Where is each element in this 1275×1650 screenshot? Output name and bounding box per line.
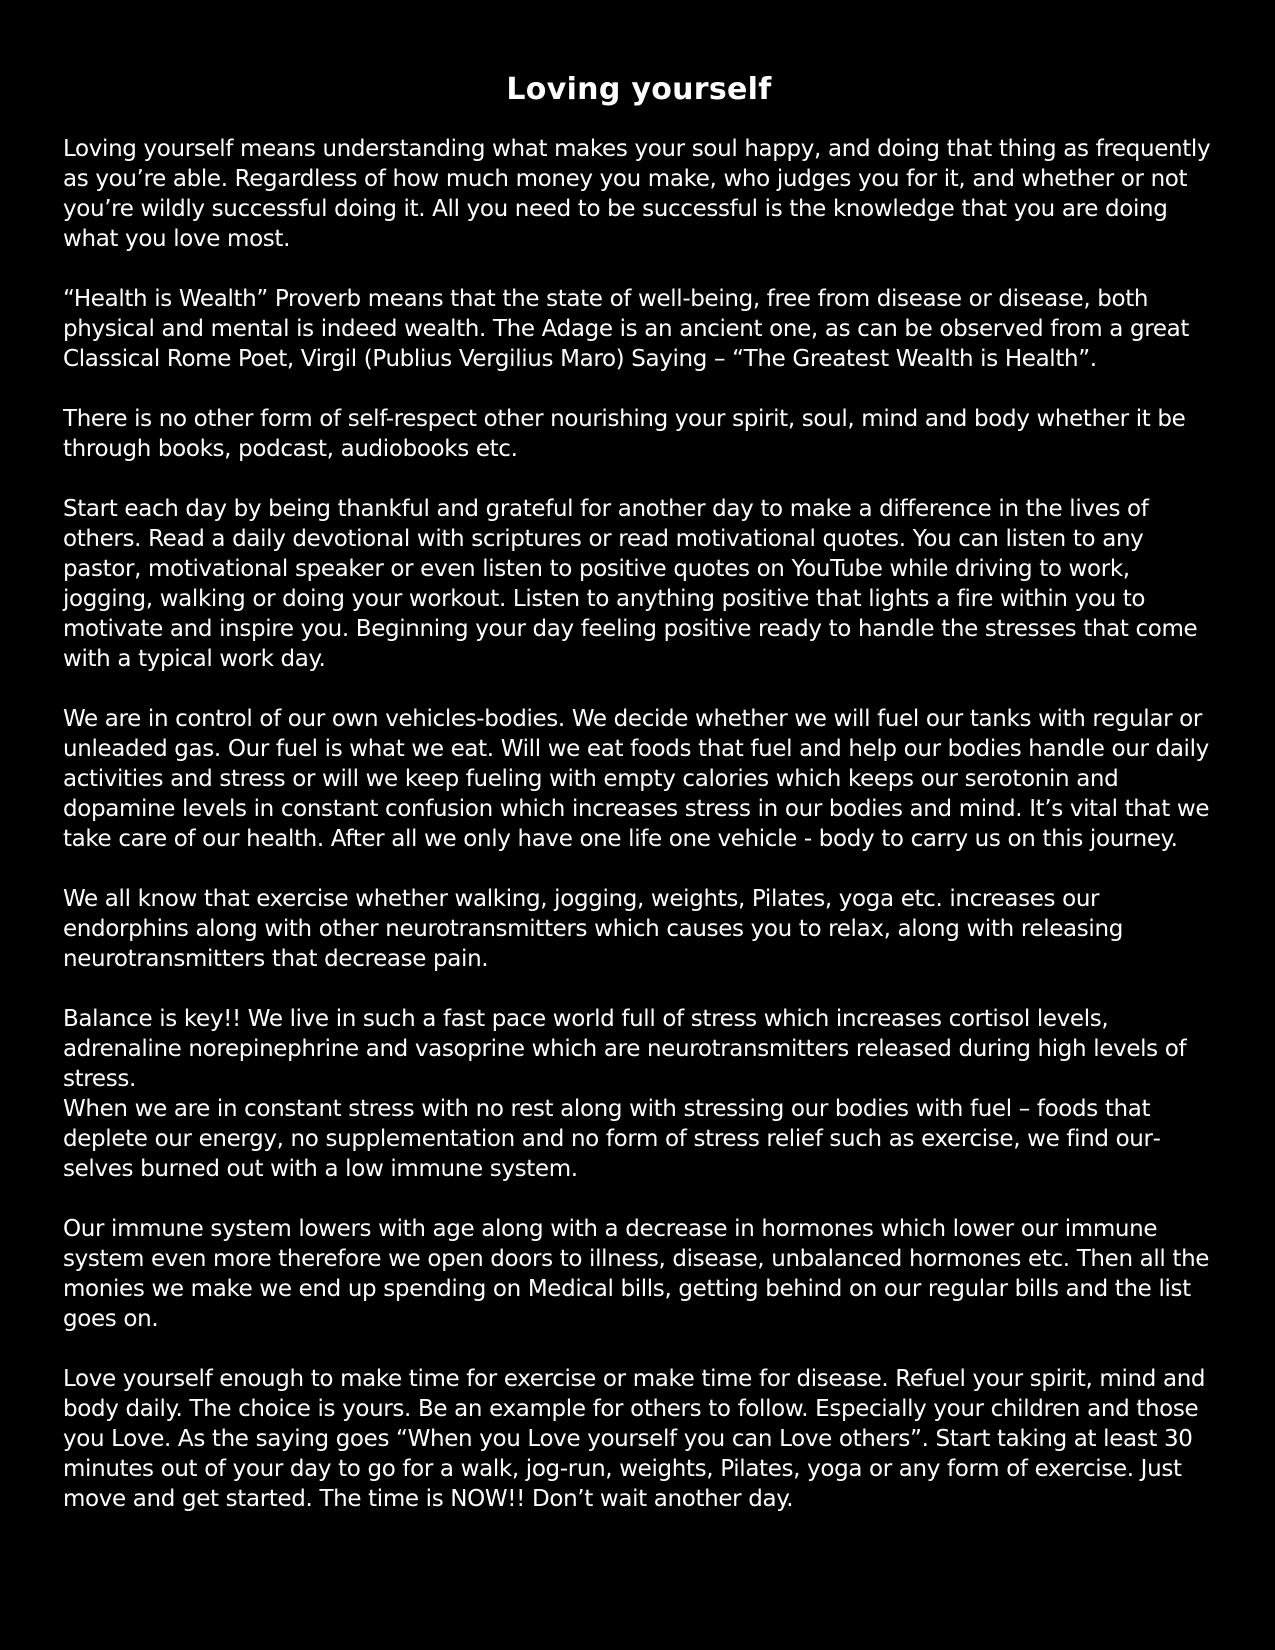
paragraph-loving-yourself: Loving yourself means understanding what makes your soul happy, and doing that thing as frequently as you’re able. Regardless of how much money you make, who judges you for it, and whether or not you’re wildly successful doing it. All you need to be successful is the knowledge that you are doing what you love most. (63, 136, 1211, 252)
paragraph-love-yourself-enough: Love yourself enough to make time for exercise or make time for disease. Refuel your spirit, mind and body daily. The choice is yours. Be an example for others to follow. Especially your children and those you Love. As the saying goes “When you Love yourself you can Love others”. Start taking at least 30 minutes out of your day to go for a walk, jog-run, weights, Pilates, yoga or any form of exercise. Just move and get started. The time is NOW!! Don’t wait another day. (63, 1366, 1206, 1512)
document-title: Loving yourself (506, 72, 772, 107)
paragraph-vehicles-bodies: We are in control of our own vehicles-bodies. We decide whether we will fuel our tanks with regular or unleaded gas. Our fuel is what we eat. Will we eat foods that fuel and help our bodies handle our daily activities and stress or will we keep fueling with empty calories which keeps our serotonin and dopamine levels in constant confusion which increases stress in our bodies and mind. It’s vital that we take care of our health. After all we only have one life one vehicle - body to carry us on this journey. (63, 706, 1210, 852)
paragraph-start-each-day: Start each day by being thankful and grateful for another day to make a difference in the lives of others. Read a daily devotional with scriptures or read motivational quotes. You can listen to any pastor, motivational speaker or even listen to positive quotes on YouTube while driving to work, jogging, walking or doing your workout. Listen to anything positive that lights a fire within you to motivate and inspire you. Beginning your day feeling positive ready to handle the stresses that come with a typical work day. (63, 496, 1198, 672)
paragraph-balance-is-key: Balance is key!! We live in such a fast pace world full of stress which increases cortisol levels, adrenaline norepinephrine and vasoprine which are neurotransmitters released during high levels of stress. (63, 1006, 1187, 1092)
paragraph-constant-stress: When we are in constant stress with no rest along with stressing our bodies with fuel – foods that deplete our energy, no supplementation and no form of stress relief such as exercise, we find ourselves burned out with a low immune system. (63, 1096, 1161, 1182)
paragraph-exercise-endorphins: We all know that exercise whether walking, jogging, weights, Pilates, yoga etc. increases our endorphins along with other neurotransmitters which causes you to relax, along with releasing neurotransmitters that decrease pain. (63, 886, 1123, 972)
paragraph-self-respect: There is no other form of self-respect other nourishing your spirit, soul, mind and body whether it be through books, podcast, audiobooks etc. (63, 406, 1186, 462)
paragraph-immune-system: Our immune system lowers with age along with a decrease in hormones which lower our immune system even more therefore we open doors to illness, disease, unbalanced hormones etc. Then all the monies we make we end up spending on Medical bills, getting behind on our regular bills and the list goes on. (63, 1216, 1210, 1332)
paragraph-health-is-wealth: “Health is Wealth” Proverb means that the state of well-being, free from disease or disease, both physical and mental is indeed wealth. The Adage is an ancient one, as can be observed from a great Classical Rome Poet, Virgil (Publius Vergilius Maro) Saying – “The Greatest Wealth is Health”. (63, 286, 1190, 372)
